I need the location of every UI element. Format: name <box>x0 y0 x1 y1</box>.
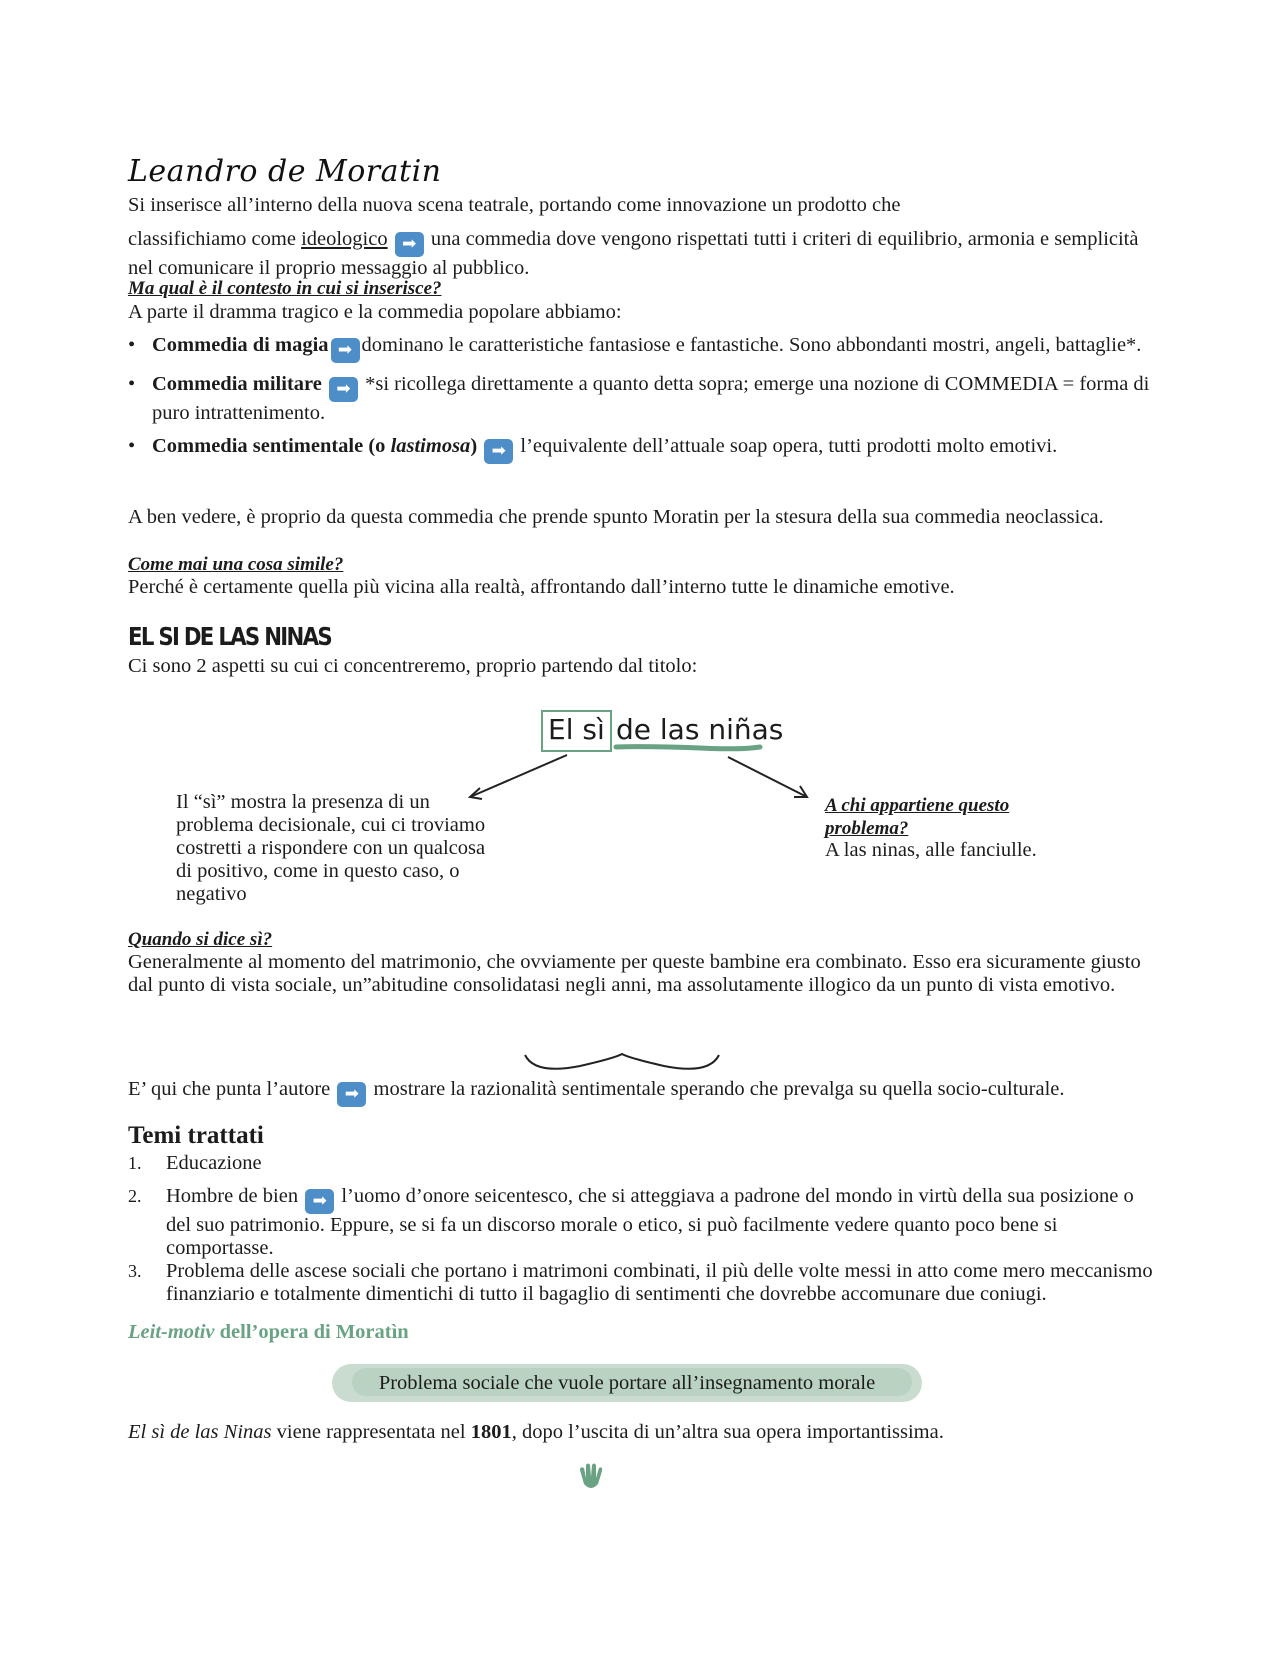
list-item <box>128 1260 1158 1306</box>
intro-paragraph <box>128 228 1158 280</box>
para-ben-vedere: A ben vedere, è proprio da questa commedia che prende spunto Moratin per la stesura della sua commedia neoclassica. <box>128 506 1104 528</box>
intro-line1: Si inserisce all’interno della nuova scena teatrale, portando come innovazione un prodotto che <box>128 194 901 216</box>
diagram-left-text: Il “sì” mostra la presenza di un problema decisionale, cui ci troviamo costretti a rispondere con un qualcosa di positivo, come in questo caso, o negativo <box>176 791 486 905</box>
bullet-bold-italic: lastimosa <box>390 435 471 457</box>
title-box-el-si: El sì <box>541 710 612 752</box>
bullet-list <box>128 334 1158 472</box>
leit-rest: dell’opera di Moratìn <box>214 1321 409 1343</box>
highlighted-statement: Problema sociale che vuole portare all’insegnamento morale <box>378 1372 876 1394</box>
curly-brace-icon <box>520 1050 730 1080</box>
green-underline-stroke <box>616 747 760 749</box>
bullet-bold: Commedia militare <box>152 373 322 395</box>
author-paragraph <box>128 1078 1158 1107</box>
theme-text: Problema delle ascese sociali che portano i matrimoni combinati, il più delle volte messi in atto come mero meccanismo finanziario e totalmente dimentichi di tutto il bagaglio di sentimenti che dovrebbe accomunare due coniugi. <box>166 1260 1153 1305</box>
title-rest-de-las-ninas: de las niñas <box>616 713 784 746</box>
themes-heading: Temi trattati <box>128 1122 264 1149</box>
right-arrow-icon: ➡ <box>329 377 358 402</box>
right-arrow-icon: ➡ <box>331 338 360 363</box>
bullet-text: dominano le caratteristiche fantasiose e fantastiche. Sono abbondanti mostri, angeli, battaglie*. <box>361 334 1142 356</box>
diagram-right-question: A chi appartiene questo problema? <box>825 795 1010 839</box>
bullet-bold: Commedia sentimentale (o <box>152 435 391 457</box>
context-line: A parte il dramma tragico e la commedia popolare abbiamo: <box>128 301 622 323</box>
leit-italic: Leit-motiv <box>128 1321 215 1343</box>
year-1801: 1801 <box>470 1421 512 1443</box>
answer-simile: Perché è certamente quella più vicina alla realtà, affrontando dall’interno tutte le dinamiche emotive. <box>128 576 955 598</box>
ideologico-keyword: ideologico <box>301 228 388 250</box>
section-title-el-si: EL SI DE LAS NINAS <box>128 622 331 651</box>
bullet-bold-end: ) <box>470 435 478 457</box>
list-number: 1. <box>128 1153 142 1173</box>
leit-motiv-heading <box>128 1321 1158 1344</box>
theme-pre: Hombre de bien <box>166 1185 304 1207</box>
list-item <box>128 334 1158 363</box>
bullet-bold: Commedia di magia <box>152 334 329 356</box>
question-quando: Quando si dice sì? <box>128 929 273 950</box>
down-arrow-icon <box>574 1460 608 1494</box>
bullet-text: *si ricollega direttamente a quanto detta sopra; emerge una nozione di COMMEDIA = forma di puro intrattenimento. <box>152 373 1150 424</box>
right-arrow-icon: ➡ <box>337 1082 366 1107</box>
theme-text: l’uomo d’onore seicentesco, che si atteggiava a padrone del mondo in virtù della sua posizione o del suo patrimonio. Eppure, se si fa un discorso morale o etico, si può facilmente vedere quanto poco bene si comportasse. <box>166 1185 1134 1259</box>
intro-pre: classifichiamo come <box>128 228 302 250</box>
author-pre: E’ qui che punta l’autore <box>128 1078 336 1100</box>
author-post: mostrare la razionalità sentimentale sperando che prevalga su quella socio-culturale. <box>368 1078 1065 1100</box>
intro-post: una commedia dove vengono rispettati tutti i criteri di equilibrio, armonia e semplicità nel comunicare il proprio messaggio al pubblico. <box>128 228 1139 279</box>
answer-quando: Generalmente al momento del matrimonio, che ovviamente per queste bambine era combinato. Esso era sicuramente giusto dal punto di vista sociale, un”abitudine consolidatasi negli anni, ma assolutamente illogico da un punto di vista emotivo. <box>128 951 1141 996</box>
section-intro: Ci sono 2 aspetti su cui ci concentreremo, proprio partendo dal titolo: <box>128 655 698 677</box>
question-context: Ma qual è il contesto in cui si inserisce? <box>128 278 442 299</box>
final-end: , dopo l’uscita di un’altra sua opera importantissima. <box>511 1421 944 1443</box>
theme-text: Educazione <box>166 1152 262 1174</box>
bullet-text: l’equivalente dell’attuale soap opera, tutti prodotti molto emotivi. <box>515 435 1058 457</box>
question-simile: Come mai una cosa simile? <box>128 554 344 575</box>
list-number: 2. <box>128 1186 142 1206</box>
list-item <box>128 1185 1158 1260</box>
right-arrow-icon: ➡ <box>395 232 424 257</box>
right-arrow-icon: ➡ <box>484 439 513 464</box>
list-number: 3. <box>128 1261 142 1281</box>
list-item <box>128 373 1158 425</box>
themes-list <box>128 1152 1158 1314</box>
final-paragraph <box>128 1421 1158 1444</box>
final-mid: viene rappresentata nel <box>271 1421 471 1443</box>
list-item <box>128 435 1158 464</box>
final-italic: El sì de las Ninas <box>128 1421 272 1443</box>
list-item <box>128 1152 1158 1175</box>
right-arrow-icon: ➡ <box>305 1189 334 1214</box>
diagram-right-answer: A las ninas, alle fanciulle. <box>825 839 1037 861</box>
arrow-right-line <box>728 757 807 797</box>
page-title: Leandro de Moratin <box>128 154 442 189</box>
